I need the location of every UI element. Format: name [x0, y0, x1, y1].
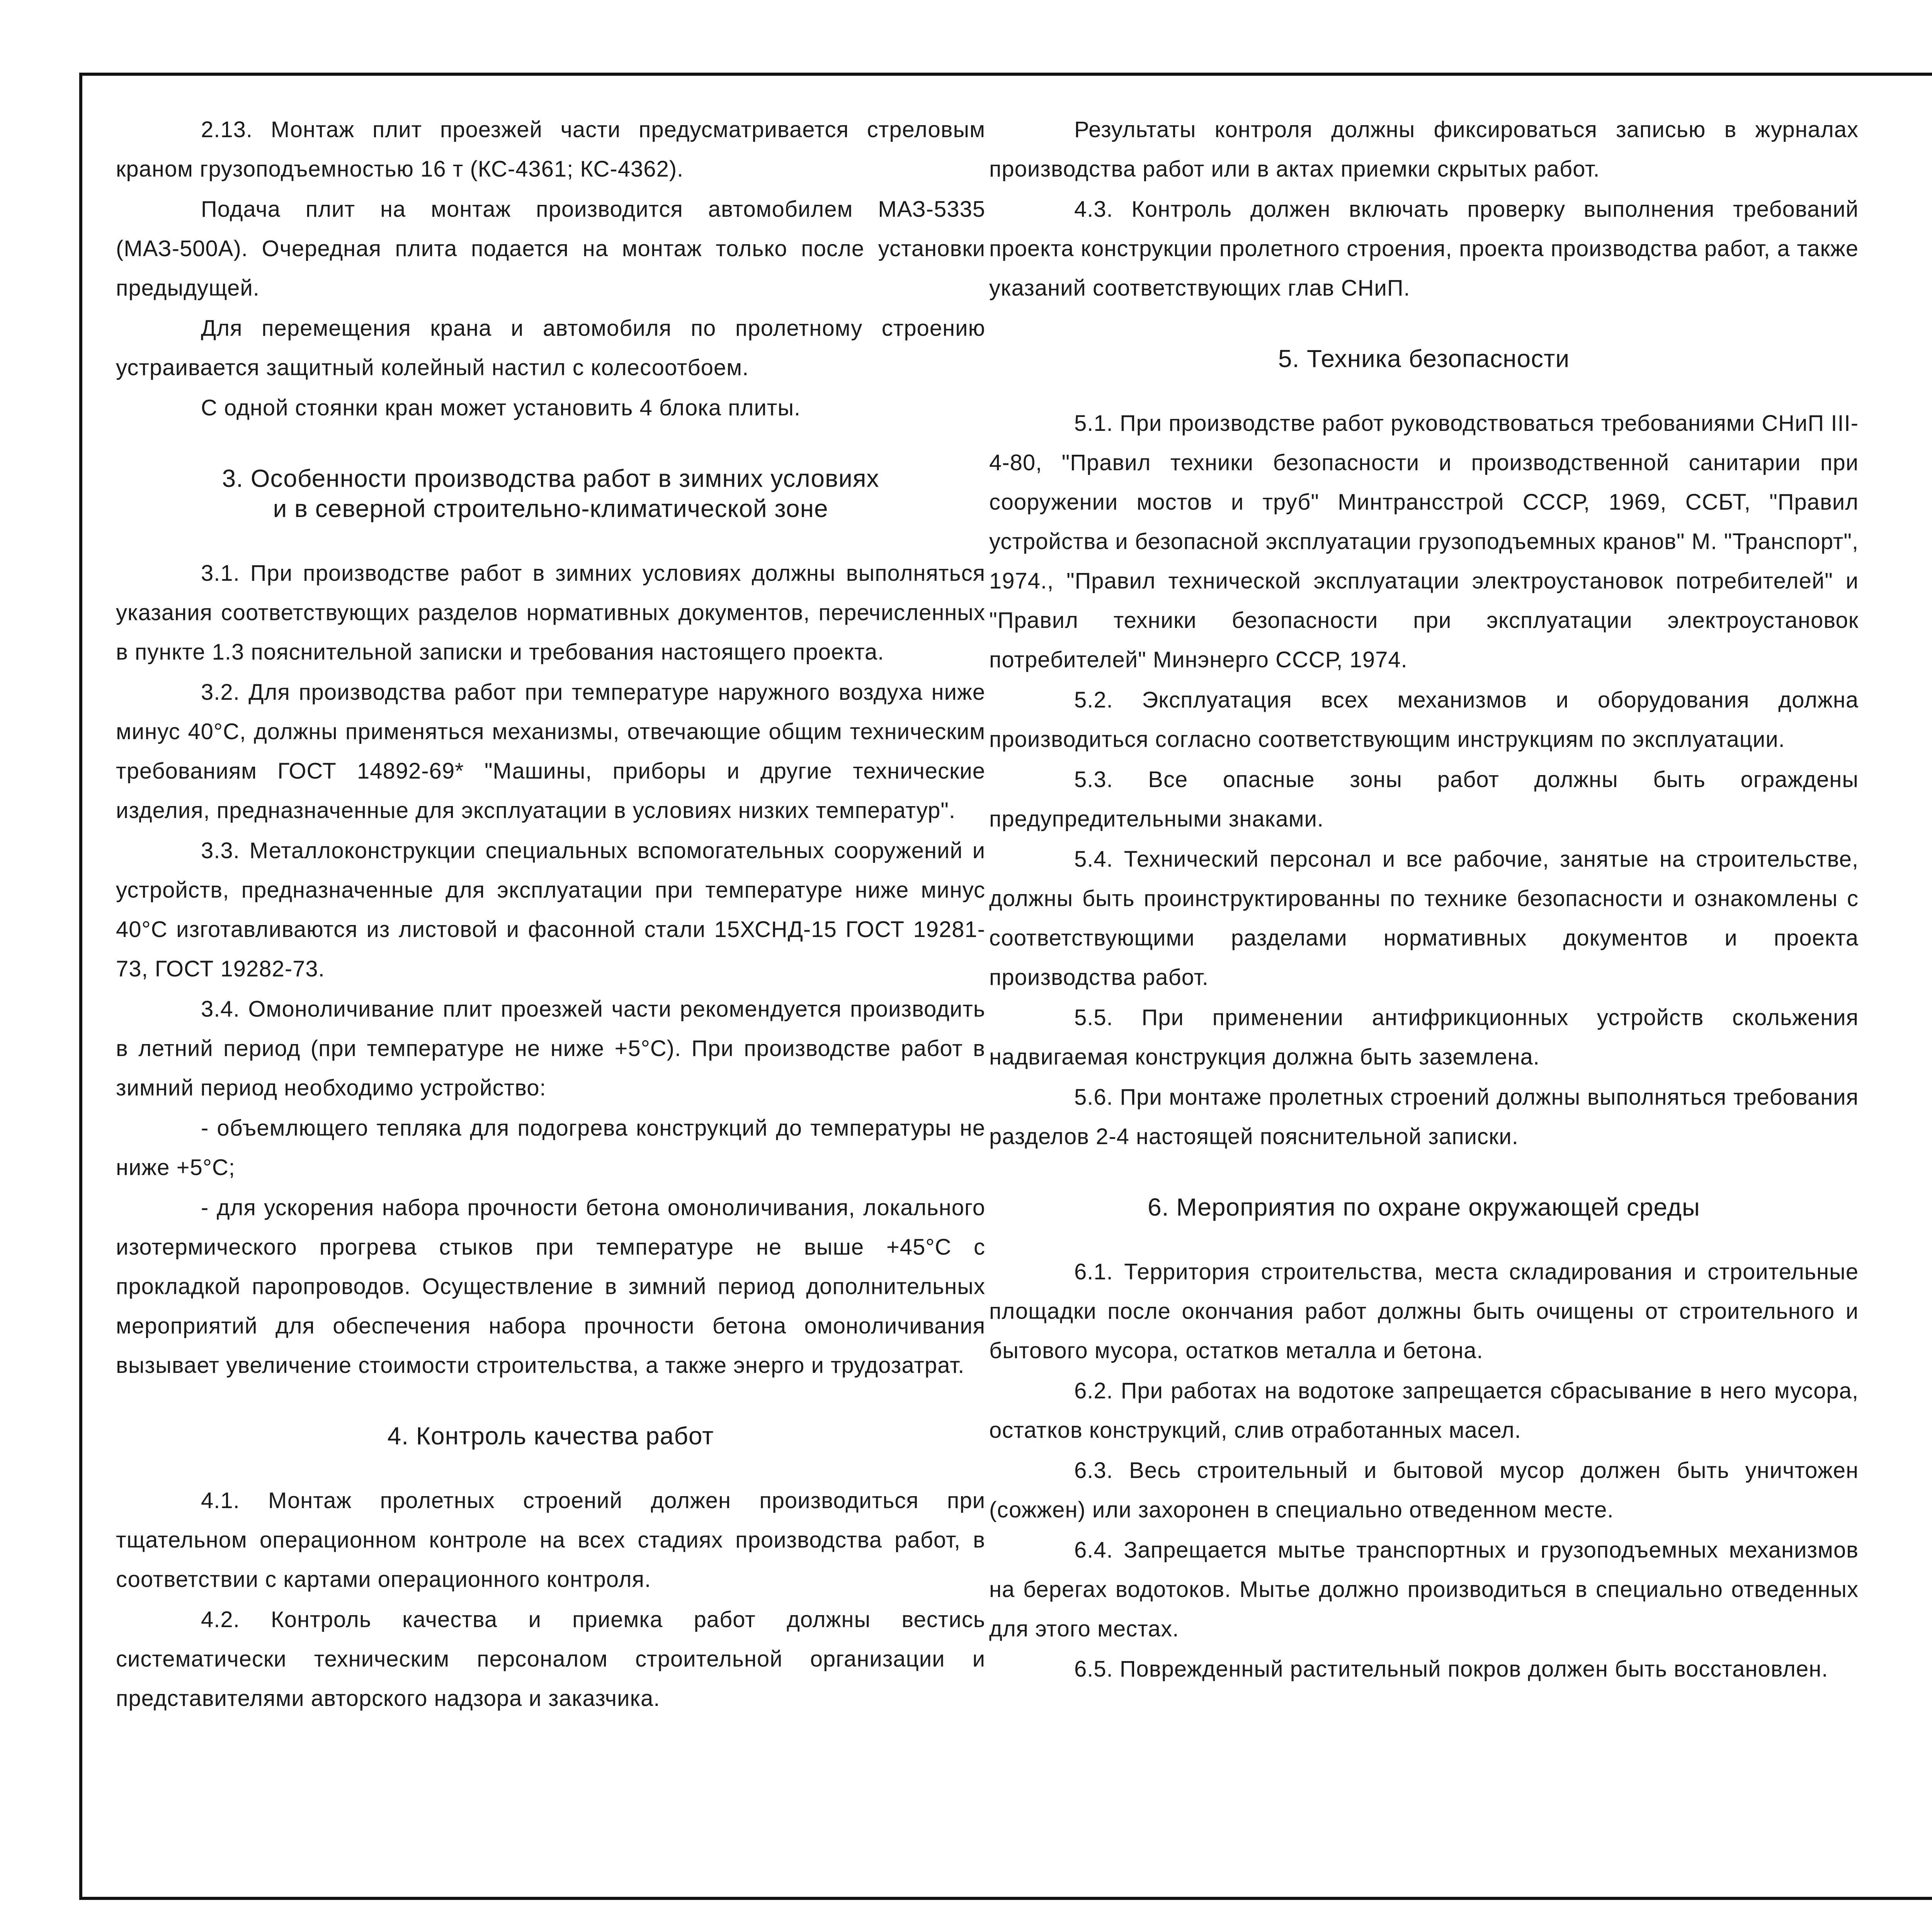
paragraph: 3.4. Омоноличивание плит проезжей части рекомендуется производить в летний период (при температуре не ниже +5°С). При производстве работ в зимний период необходимо устройство: — [116, 997, 985, 1100]
paragraph: Подача плит на монтаж производится автомобилем МАЗ-5335 (МАЗ-500А). Очередная плита подается на монтаж только после установки предыдущей. — [116, 197, 985, 301]
paragraph: 4.3. Контроль должен включать проверку выполнения требований проекта конструкции пролетного строения, проекта производства работ, а также указаний соответствующих глав СНиП. — [989, 197, 1859, 301]
paragraph: 5.6. При монтаже пролетных строений должны выполняться требования разделов 2-4 настоящей пояснительной записки. — [989, 1085, 1859, 1149]
section-heading-line: 3. Особенности производства работ в зимних условиях — [222, 464, 879, 492]
paragraph: 5.4. Технический персонал и все рабочие, занятые на строительстве, должны быть проинструктированны по технике безопасности и ознакомлены с соответствующими разделами нормативных документов и проекта производства работ. — [989, 847, 1859, 990]
paragraph: 6.2. При работах на водотоке запрещается сбрасывание в него мусора, остатков конструкций, слив отработанных масел. — [989, 1378, 1859, 1443]
section-heading — [989, 1192, 1859, 1222]
paragraph: 3.2. Для производства работ при температуре наружного воздуха ниже минус 40°С, должны применяться механизмы, отвечающие общим техническим требованиям ГОСТ 14892-69* "Машины, приборы и другие технические изделия, предназначенные для эксплуатации в условиях низких температур". — [116, 680, 985, 823]
section-heading-line: 5. Техника безопасности — [1278, 345, 1570, 372]
section-heading-line: 6. Мероприятия по охране окружающей среды — [1148, 1193, 1700, 1221]
section-heading — [989, 344, 1859, 374]
section-heading — [116, 1421, 985, 1451]
section-heading-line: и в северной строительно-климатической зоне — [273, 495, 828, 522]
paragraph: 2.13. Монтаж плит проезжей части предусматривается стреловым краном грузоподъемностью 16 т (КС-4361; КС-4362). — [116, 117, 985, 182]
paragraph: 5.3. Все опасные зоны работ должны быть ограждены предупредительными знаками. — [989, 767, 1859, 832]
section-heading-line: 4. Контроль качества работ — [387, 1422, 714, 1450]
section-heading — [116, 463, 985, 524]
paragraph: 5.5. При применении антифрикционных устройств скольжения надвигаемая конструкция должна быть заземлена. — [989, 1005, 1859, 1070]
paragraph: С одной стоянки кран может установить 4 блока плиты. — [201, 395, 801, 420]
paragraph: 4.1. Монтаж пролетных строений должен производиться при тщательном операционном контроле на всех стадиях производства работ, в соответствии с картами операционного контроля. — [116, 1488, 985, 1592]
left-column — [116, 110, 985, 1719]
paragraph: 4.2. Контроль качества и приемка работ должны вестись систематически техническим персоналом строительной организации и представителями авторского надзора и заказчика. — [116, 1607, 985, 1711]
paragraph: 6.4. Запрещается мытье транспортных и грузоподъемных механизмов на берегах водотоков. Мытье должно производиться в специально отведенных для этого местах. — [989, 1537, 1859, 1641]
paragraph: - для ускорения набора прочности бетона омоноличивания, локального изотермического прогрева стыков при температуре не выше +45°С с прокладкой паропроводов. Осуществление в зимний период дополнительных мероприятий для обеспечения набора прочности бетона омоноличивания вызывает увеличение стоимости строительства, а также энерго и трудозатрат. — [116, 1195, 985, 1378]
paragraph: 3.1. При производстве работ в зимних условиях должны выполняться указания соответствующих разделов нормативных документов, перечисленных в пункте 1.3 пояснительной записки и требования настоящего проекта. — [116, 561, 985, 665]
paragraph: - объемлющего тепляка для подогрева конструкций до температуры не ниже +5°С; — [116, 1116, 985, 1180]
paragraph: 6.3. Весь строительный и бытовой мусор должен быть уничтожен (сожжен) или захоронен в специально отведенном месте. — [989, 1458, 1859, 1522]
paragraph: Результаты контроля должны фиксироваться записью в журналах производства работ или в актах приемки скрытых работ. — [989, 117, 1859, 182]
paragraph: Для перемещения крана и автомобиля по пролетному строению устраивается защитный колейный настил с колесоотбоем. — [116, 316, 985, 380]
paragraph: 6.1. Территория строительства, места складирования и строительные площадки после окончания работ должны быть очищены от строительного и бытового мусора, остатков металла и бетона. — [989, 1259, 1859, 1363]
right-column — [989, 110, 1859, 1690]
paragraph: 5.2. Эксплуатация всех механизмов и оборудования должна производиться согласно соответствующим инструкциям по эксплуатации. — [989, 687, 1859, 752]
paragraph: 6.5. Поврежденный растительный покров должен быть восстановлен. — [1074, 1656, 1828, 1682]
paragraph: 3.3. Металлоконструкции специальных вспомогательных сооружений и устройств, предназначенные для эксплуатации при температуре ниже минус 40°С изготавливаются из листовой и фасонной стали 15ХСНД-15 ГОСТ 19281-73, ГОСТ 19282-73. — [116, 838, 985, 981]
paragraph: 5.1. При производстве работ руководствоваться требованиями СНиП III-4-80, "Правил техники безопасности и производственной санитарии при сооружении мостов и труб" Минтрансстрой СССР, 1969, ССБТ, "Правил устройства и безопасной эксплуатации грузоподъемных кранов" М. "Транспорт", 1974., "Правил технической эксплуатации электроустановок потребителей" и "Правил техники безопасности при эксплуатации электроустановок потребителей" Минэнерго СССР, 1974. — [989, 411, 1859, 672]
